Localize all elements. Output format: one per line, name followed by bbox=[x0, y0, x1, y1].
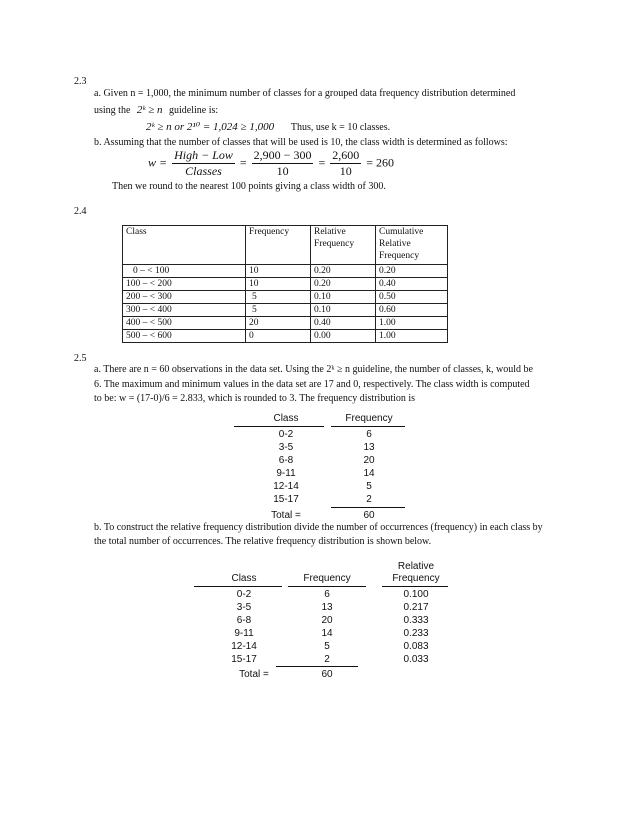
section-2-5-part-a-line-3: to be: w = (17-0)/6 = 2.833, which is rounded to 3. The frequency distribution is bbox=[94, 393, 416, 404]
section-2-5-part-b-line-1: b. To construct the relative frequency distribution divide the number of occurrences (frequency) in each class by bbox=[94, 522, 543, 533]
cell-frequency: 10 bbox=[246, 278, 311, 291]
rel-header-frequency: Frequency bbox=[303, 573, 351, 584]
cell-frequency: 0 bbox=[246, 330, 311, 343]
rel-cell-frequency: 14 bbox=[321, 628, 333, 639]
cell-class: 200 – < 300 bbox=[123, 291, 246, 304]
rel-total-value: 60 bbox=[321, 669, 333, 680]
cell-relative: 0.40 bbox=[311, 317, 376, 330]
cell-cumulative: 0.40 bbox=[376, 278, 448, 291]
freq-cell-class: 9-11 bbox=[276, 468, 296, 479]
fraction-values bbox=[252, 148, 314, 179]
header-underline-class bbox=[234, 426, 324, 427]
table-row bbox=[123, 278, 448, 291]
freq-cell-frequency: 13 bbox=[363, 442, 375, 453]
header-frequency: Frequency bbox=[246, 226, 311, 265]
rel-cell-class: 12-14 bbox=[231, 641, 257, 652]
total-rule bbox=[331, 507, 405, 508]
freq-cell-class: 6-8 bbox=[278, 455, 294, 466]
round-note: Then we round to the nearest 100 points giving a class width of 300. bbox=[112, 181, 386, 192]
freq-cell-frequency: 2 bbox=[366, 494, 372, 505]
freq-cell-class: 0-2 bbox=[278, 429, 294, 440]
header-underline-frequency bbox=[331, 426, 405, 427]
cell-frequency: 5 bbox=[246, 304, 311, 317]
cell-class: 300 – < 400 bbox=[123, 304, 246, 317]
cell-frequency: 20 bbox=[246, 317, 311, 330]
cell-class: 500 – < 600 bbox=[123, 330, 246, 343]
header-class: Class bbox=[123, 226, 246, 265]
rel-cell-class: 6-8 bbox=[236, 615, 252, 626]
rel-cell-frequency: 6 bbox=[324, 589, 330, 600]
rel-underline-class bbox=[194, 586, 282, 587]
table-row bbox=[123, 265, 448, 278]
rel-cell-class: 15-17 bbox=[231, 654, 257, 665]
table-row bbox=[123, 330, 448, 343]
rel-underline-relative bbox=[382, 586, 448, 587]
formula-eq-1: = bbox=[239, 155, 247, 170]
cell-cumulative: 0.60 bbox=[376, 304, 448, 317]
rel-header-frequency-2: Frequency bbox=[392, 573, 440, 584]
formula-result: = 260 bbox=[366, 155, 395, 170]
section-2-3-part-a-cont bbox=[94, 104, 218, 116]
section-2-5-part-a-line-2: 6. The maximum and minimum values in the data set are 17 and 0, respectively. The class width is computed bbox=[94, 379, 530, 390]
cell-relative: 0.10 bbox=[311, 304, 376, 317]
cell-cumulative: 0.50 bbox=[376, 291, 448, 304]
rel-cell-class: 0-2 bbox=[236, 589, 252, 600]
fraction-difference bbox=[330, 148, 361, 179]
cell-class: 0 – < 100 bbox=[123, 265, 246, 278]
cell-relative: 0.20 bbox=[311, 265, 376, 278]
cell-frequency: 5 bbox=[246, 291, 311, 304]
cell-cumulative: 1.00 bbox=[376, 317, 448, 330]
part-a-cont-pre: using the bbox=[94, 105, 131, 116]
section-number-2-3: 2.3 bbox=[74, 76, 87, 87]
rel-cell-relative: 0.233 bbox=[403, 628, 429, 639]
frequency-table-2-4 bbox=[122, 225, 448, 343]
freq-cell-frequency: 6 bbox=[366, 429, 372, 440]
cell-relative: 0.10 bbox=[311, 291, 376, 304]
rel-underline-frequency bbox=[288, 586, 366, 587]
section-2-3-equation bbox=[146, 120, 390, 133]
fraction-high-low bbox=[172, 148, 235, 179]
freq-total-value: 60 bbox=[363, 510, 375, 521]
fraction-high-low-den: Classes bbox=[185, 164, 222, 178]
fraction-difference-den: 10 bbox=[339, 164, 352, 178]
cell-class: 400 – < 500 bbox=[123, 317, 246, 330]
fraction-values-num: 2,900 − 300 bbox=[253, 148, 312, 162]
rel-cell-relative: 0.083 bbox=[403, 641, 429, 652]
section-2-5-part-b-line-2: the total number of occurrences. The relative frequency distribution is shown below. bbox=[94, 536, 432, 547]
section-2-3-part-a: a. Given n = 1,000, the minimum number of classes for a grouped data frequency distribution determined bbox=[94, 88, 516, 99]
cell-relative: 0.00 bbox=[311, 330, 376, 343]
freq-cell-frequency: 14 bbox=[363, 468, 375, 479]
freq-cell-frequency: 20 bbox=[363, 455, 375, 466]
rel-cell-frequency: 13 bbox=[321, 602, 333, 613]
freq-total-label: Total = bbox=[271, 510, 301, 521]
formula-lhs: w = bbox=[148, 155, 168, 170]
width-formula bbox=[148, 148, 394, 179]
freq-cell-frequency: 5 bbox=[366, 481, 372, 492]
fraction-difference-num: 2,600 bbox=[332, 148, 360, 162]
equation-note: Thus, use k = 10 classes. bbox=[290, 122, 391, 133]
cell-relative: 0.20 bbox=[311, 278, 376, 291]
cell-class: 100 – < 200 bbox=[123, 278, 246, 291]
section-number-2-5: 2.5 bbox=[74, 353, 87, 364]
rel-cell-frequency: 2 bbox=[324, 654, 330, 665]
rel-cell-relative: 0.033 bbox=[403, 654, 429, 665]
freq-cell-class: 15-17 bbox=[273, 494, 299, 505]
rel-total-label: Total = bbox=[239, 669, 269, 680]
fraction-high-low-num: High − Low bbox=[174, 148, 233, 162]
freq-header-class: Class bbox=[273, 413, 299, 424]
formula-eq-2: = bbox=[318, 155, 326, 170]
cell-frequency: 10 bbox=[246, 265, 311, 278]
fraction-values-den: 10 bbox=[276, 164, 289, 178]
equation-line: 2ᵏ ≥ n or 2¹⁰ = 1,024 ≥ 1,000 bbox=[146, 121, 275, 133]
rel-cell-relative: 0.217 bbox=[403, 602, 429, 613]
rel-cell-frequency: 20 bbox=[321, 615, 333, 626]
table-row bbox=[123, 317, 448, 330]
freq-cell-class: 12-14 bbox=[273, 481, 299, 492]
header-relative-frequency: Relative Frequency bbox=[311, 226, 376, 265]
table-header-row bbox=[123, 226, 448, 265]
header-cumulative-relative-frequency: Cumulative Relative Frequency bbox=[376, 226, 448, 265]
section-2-3-part-b: b. Assuming that the number of classes that will be used is 10, the class width is determined as follows: bbox=[94, 137, 508, 148]
rel-cell-class: 9-11 bbox=[234, 628, 254, 639]
table-row bbox=[123, 304, 448, 317]
part-a-cont-post: guideline is: bbox=[169, 105, 219, 116]
rel-header-relative: Relative bbox=[397, 561, 435, 572]
cell-cumulative: 1.00 bbox=[376, 330, 448, 343]
rel-cell-relative: 0.100 bbox=[403, 589, 429, 600]
rel-header-class: Class bbox=[231, 573, 257, 584]
table-row bbox=[123, 291, 448, 304]
section-number-2-4: 2.4 bbox=[74, 206, 87, 217]
guideline-inline: 2ᵏ ≥ n bbox=[136, 104, 163, 116]
section-2-5-part-a-line-1: a. There are n = 60 observations in the data set. Using the 2ᵏ ≥ n guideline, the number of classes, k, would be bbox=[94, 364, 533, 375]
freq-header-frequency: Frequency bbox=[345, 413, 393, 424]
rel-cell-relative: 0.333 bbox=[403, 615, 429, 626]
rel-cell-class: 3-5 bbox=[236, 602, 252, 613]
cell-cumulative: 0.20 bbox=[376, 265, 448, 278]
freq-cell-class: 3-5 bbox=[278, 442, 294, 453]
rel-cell-frequency: 5 bbox=[324, 641, 330, 652]
rel-total-rule bbox=[276, 666, 358, 667]
